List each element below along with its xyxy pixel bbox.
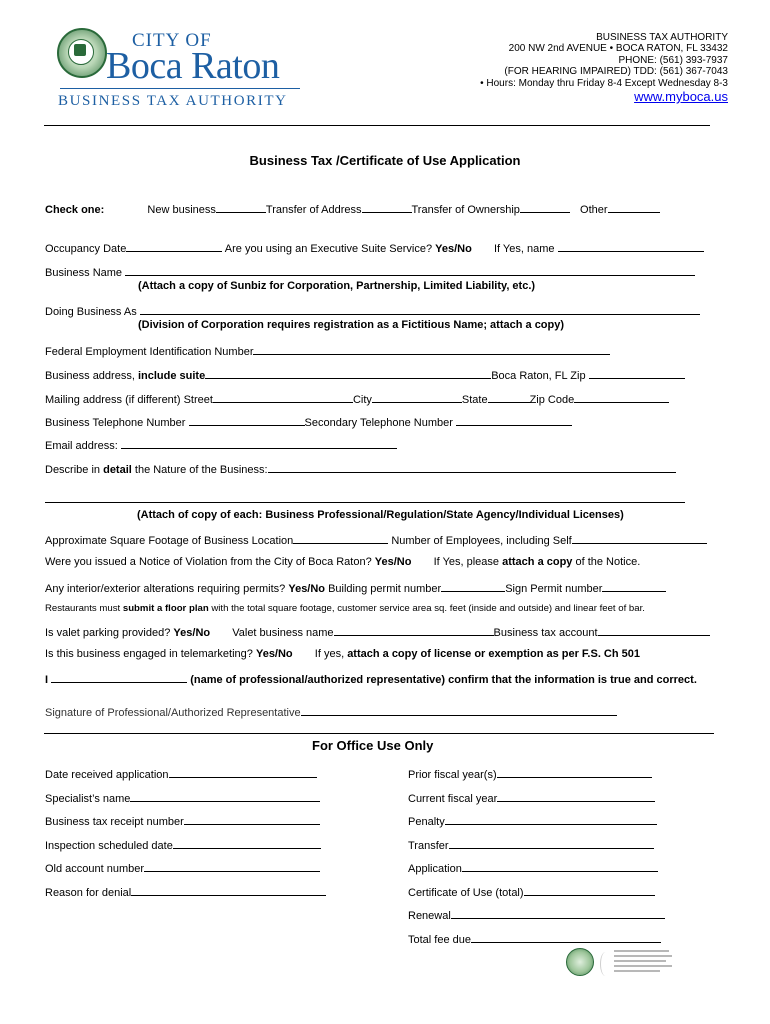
num-employees-field[interactable] [572, 532, 707, 544]
renewal-field[interactable] [451, 907, 665, 919]
opt-new-business-field[interactable] [216, 201, 266, 213]
website-link[interactable]: www.myboca.us [634, 89, 728, 105]
attach-licenses-note: (Attach of copy of each: Business Professional/Regulation/State Agency/Individual Licenses) [137, 509, 624, 521]
phone-row [45, 414, 572, 429]
email-field[interactable] [121, 437, 397, 449]
office-right-label-3: Penalty [408, 816, 445, 828]
attach-sunbiz-note: (Attach a copy of Sunbiz for Corporation, Partnership, Limited Liability, etc.) [138, 280, 536, 292]
stamp-text-lines [614, 950, 672, 972]
office-right-1 [408, 766, 652, 781]
transfer-field[interactable] [449, 837, 654, 849]
opt-transfer-ownership-field[interactable] [520, 201, 570, 213]
office-left-label-6: Reason for denial [45, 887, 132, 899]
office-right-3 [408, 813, 657, 828]
business-name-label: Business Name [45, 267, 123, 279]
describe-row [45, 461, 676, 476]
office-left-6 [45, 884, 326, 899]
business-address-label: Business address, [45, 370, 135, 382]
mailing-state-field[interactable] [488, 391, 530, 403]
total-fee-due-field[interactable] [471, 931, 661, 943]
logo-divider [60, 88, 300, 89]
office-right-label-8: Total fee due [408, 934, 471, 946]
telemarketing-yes-no[interactable]: Yes/No [255, 648, 293, 660]
business-phone-field[interactable] [189, 414, 305, 426]
if-yes-name-label: If Yes, name [493, 243, 555, 255]
office-right-2 [408, 790, 655, 805]
current-fiscal-year-field[interactable] [497, 790, 655, 802]
violation-if-yes: If Yes, please [433, 556, 500, 568]
num-employees-label: Number of Employees, including Self [391, 535, 572, 547]
confirm-row [45, 671, 697, 686]
signature-field[interactable] [301, 704, 617, 716]
office-left-label-1: Date received application [45, 769, 169, 781]
opt-other-field[interactable] [608, 201, 660, 213]
check-one-row [45, 201, 660, 216]
business-phone-label: Business Telephone Number [45, 417, 186, 429]
fein-row [45, 343, 610, 358]
alterations-row [45, 580, 666, 595]
valet-yes-no[interactable]: Yes/No [173, 627, 211, 639]
penalty-field[interactable] [445, 813, 657, 825]
office-right-label-1: Prior fiscal year(s) [408, 769, 497, 781]
include-suite-label: include suite [137, 370, 206, 382]
logo-city-name: Boca Raton [106, 45, 280, 87]
secondary-phone-label: Secondary Telephone Number [304, 417, 453, 429]
mailing-city-label: City [352, 394, 372, 406]
office-left-1 [45, 766, 317, 781]
office-left-2 [45, 790, 320, 805]
email-label: Email address: [45, 440, 118, 452]
describe-field-1[interactable] [268, 461, 676, 473]
representative-name-field[interactable] [51, 671, 187, 683]
opt-other: Other [580, 204, 608, 216]
tax-receipt-number-field[interactable] [184, 813, 320, 825]
prior-fiscal-year-field[interactable] [497, 766, 652, 778]
describe-field-2[interactable] [45, 491, 685, 503]
boca-zip-label: Boca Raton, FL Zip [491, 370, 586, 382]
business-tax-account-label: Business tax account [493, 627, 598, 639]
dba-label: Doing Business As [45, 306, 137, 318]
valet-question: Is valet parking provided? [45, 627, 171, 639]
header-line5: • Hours: Monday thru Friday 8-4 Except Wednesday 8-3 [480, 77, 728, 89]
office-right-4 [408, 837, 654, 852]
restaurants-note [45, 603, 645, 614]
occupancy-date-field[interactable] [126, 240, 222, 252]
logo-city-of: CITY OF [132, 30, 212, 51]
office-left-label-4: Inspection scheduled date [45, 840, 173, 852]
certificate-of-use-field[interactable] [524, 884, 655, 896]
restaurants-post: with the total square footage, customer service area sq. feet (inside and outside) and linear feet of bar. [211, 603, 645, 614]
restaurants-pre: Restaurants must [45, 603, 121, 614]
confirm-i: I [45, 674, 49, 686]
office-right-label-6: Certificate of Use (total) [408, 887, 524, 899]
telemarketing-question: Is this business engaged in telemarketing? [45, 648, 253, 660]
valet-name-field[interactable] [334, 624, 494, 636]
telemarketing-attach: attach a copy of license or exemption as per F.S. Ch 501 [347, 648, 641, 660]
square-footage-row [45, 532, 707, 547]
mailing-zip-field[interactable] [574, 391, 669, 403]
office-left-4 [45, 837, 321, 852]
opt-transfer-address-field[interactable] [362, 201, 412, 213]
violation-of-notice: of the Notice. [575, 556, 641, 568]
office-right-6 [408, 884, 655, 899]
opt-transfer-address: Transfer of Address [265, 204, 362, 216]
opt-transfer-ownership: Transfer of Ownership [411, 204, 520, 216]
mailing-address-row [45, 391, 669, 406]
business-zip-field[interactable] [589, 367, 685, 379]
inspection-date-field[interactable] [173, 837, 321, 849]
header-line4: (FOR HEARING IMPAIRED) TDD: (561) 367-7043 [504, 66, 728, 78]
occupancy-row [45, 240, 704, 255]
office-left-3 [45, 813, 320, 828]
dba-field[interactable] [140, 303, 700, 315]
dba-row [45, 303, 700, 318]
fein-field[interactable] [253, 343, 610, 355]
secondary-phone-field[interactable] [456, 414, 572, 426]
business-address-row [45, 367, 685, 382]
sign-permit-field[interactable] [602, 580, 666, 592]
logo-subtitle: BUSINESS TAX AUTHORITY [58, 93, 288, 109]
alterations-question: Any interior/exterior alterations requiring permits? [45, 583, 286, 595]
city-seal-logo [57, 28, 107, 78]
violation-row [45, 556, 640, 568]
office-right-8 [408, 931, 661, 946]
signature-row [45, 704, 617, 719]
office-right-7 [408, 907, 665, 922]
mailing-street-label: Mailing address (if different) Street [45, 394, 213, 406]
valet-name-label: Valet business name [232, 627, 334, 639]
mailing-city-field[interactable] [372, 391, 462, 403]
signature-label: Signature of Professional/Authorized Representative [45, 707, 301, 719]
stamp-swirl [600, 952, 611, 976]
office-right-5 [408, 860, 658, 875]
division-note: (Division of Corporation requires registration as a Fictitious Name; attach a copy) [138, 319, 565, 331]
header-line2: 200 NW 2nd AVENUE • BOCA RATON, FL 33432 [508, 43, 728, 55]
valet-row [45, 624, 710, 639]
form-title: Business Tax /Certificate of Use Application [249, 153, 521, 168]
office-right-label-4: Transfer [408, 840, 449, 852]
violation-question: Were you issued a Notice of Violation from the City of Boca Raton? [45, 556, 372, 568]
violation-attach-copy: attach a copy [502, 556, 573, 568]
header-rule [44, 125, 710, 126]
office-right-label-2: Current fiscal year [408, 793, 498, 805]
mailing-zip-label: Zip Code [529, 394, 575, 406]
office-use-title: For Office Use Only [312, 738, 434, 753]
building-permit-label: Building permit number [328, 583, 442, 595]
fein-label: Federal Employment Identification Number [45, 346, 254, 358]
describe-label-bold: detail [103, 464, 132, 476]
mailing-state-label: State [461, 394, 488, 406]
sq-footage-field[interactable] [293, 532, 388, 544]
business-name-field[interactable] [125, 264, 695, 276]
digital-signature-stamp [566, 946, 676, 980]
business-name-row [45, 264, 695, 279]
occupancy-date-label: Occupancy Date [45, 243, 127, 255]
email-row [45, 437, 397, 452]
denial-reason-field[interactable] [131, 884, 326, 896]
office-left-label-3: Business tax receipt number [45, 816, 184, 828]
submit-floor-plan: submit a floor plan [122, 603, 209, 614]
date-received-field[interactable] [169, 766, 317, 778]
office-left-5 [45, 860, 320, 875]
telemarketing-if-yes: If yes, [314, 648, 345, 660]
opt-new-business: New business [147, 204, 216, 216]
office-right-label-5: Application [408, 863, 462, 875]
describe-label-post: the Nature of the Business: [134, 464, 268, 476]
old-account-field[interactable] [144, 860, 320, 872]
specialist-name-field[interactable] [130, 790, 320, 802]
sq-footage-label: Approximate Square Footage of Business Location [45, 535, 294, 547]
office-right-label-7: Renewal [408, 910, 451, 922]
office-use-rule [44, 733, 714, 734]
application-field[interactable] [462, 860, 658, 872]
exec-suite-question: Are you using an Executive Suite Service? [224, 243, 433, 255]
building-permit-field[interactable] [441, 580, 505, 592]
check-one-label: Check one: [45, 204, 105, 216]
alterations-yes-no[interactable]: Yes/No [288, 583, 326, 595]
office-left-label-2: Specialist’s name [45, 793, 131, 805]
office-contact-block [480, 32, 728, 104]
exec-suite-yes-no[interactable]: Yes/No [435, 243, 472, 255]
sign-permit-label: Sign Permit number [505, 583, 603, 595]
business-address-field[interactable] [205, 367, 491, 379]
violation-yes-no[interactable]: Yes/No [374, 556, 412, 568]
header-line3: PHONE: (561) 393-7937 [618, 54, 728, 66]
telemarketing-row [45, 648, 640, 660]
stamp-seal-icon [566, 948, 594, 976]
describe-label-pre: Describe in [45, 464, 101, 476]
header-line1: BUSINESS TAX AUTHORITY [596, 32, 728, 43]
mailing-street-field[interactable] [213, 391, 353, 403]
business-tax-account-field[interactable] [598, 624, 710, 636]
confirm-statement: (name of professional/authorized representative) confirm that the information is true and correct. [190, 674, 697, 686]
office-left-label-5: Old account number [45, 863, 145, 875]
exec-suite-name-field[interactable] [558, 240, 704, 252]
